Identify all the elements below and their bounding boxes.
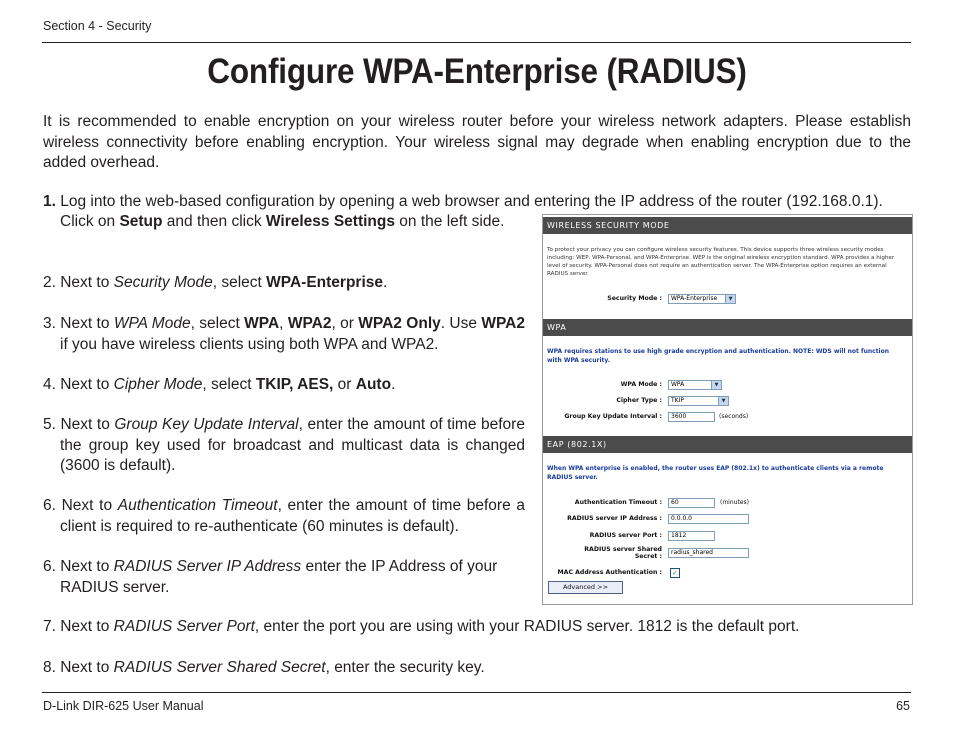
wireless-security-mode-header: WIRELESS SECURITY MODE bbox=[543, 217, 912, 234]
checkmark-icon: ✓ bbox=[672, 569, 678, 577]
header-rule bbox=[42, 42, 911, 43]
seconds-unit: (seconds) bbox=[719, 413, 749, 420]
mac-auth-checkbox[interactable] bbox=[670, 568, 680, 578]
radius-port-label: RADIUS server Port : bbox=[589, 532, 662, 539]
wpa-mode-row bbox=[543, 380, 912, 392]
wpa-header: WPA bbox=[543, 319, 912, 336]
page-number: 65 bbox=[896, 699, 910, 713]
group-key-interval-input[interactable]: 3600 bbox=[668, 412, 715, 422]
auth-timeout-label: Authentication Timeout : bbox=[574, 499, 662, 506]
wpa-mode-label: WPA Mode : bbox=[620, 381, 662, 388]
step-7: 7. Next to RADIUS Server Port, enter the port you are using with your RADIUS server. 1812 is the default port. bbox=[43, 618, 800, 635]
footer-rule bbox=[42, 692, 911, 693]
shared-secret-row bbox=[543, 548, 912, 560]
advanced-button[interactable]: Advanced >> bbox=[548, 581, 623, 594]
step-2: 2. Next to Security Mode, select WPA-Enterprise. bbox=[43, 274, 388, 291]
step-1-continued: Click on Setup and then click Wireless Settings on the left side. bbox=[60, 213, 505, 230]
shared-secret-label: RADIUS server Shared Secret : bbox=[584, 546, 662, 560]
intro-paragraph: It is recommended to enable encryption on your wireless router before your wireless network adapters. Please establish wireless connectivity before enabling encryption. Your wireless signal may degrade when enabling encryption due to the added overhead. bbox=[43, 113, 911, 171]
chevron-down-icon: ▼ bbox=[725, 295, 735, 303]
step-3: 3. Next to WPA Mode, select WPA, WPA2, or WPA2 Only. Use WPA2 if you have wireless clients using both WPA and WPA2. bbox=[43, 315, 525, 353]
security-mode-description: To protect your privacy you can configure wireless security features. This device supports three wireless security modes including: WEP, WPA-Personal, and WPA-Enterprise. WEP is the original wireless encryption standard. WPA provides a higher level of security. WPA-Personal does not require an authentication server. The WPA-Enterprise option requires an external RADIUS server. bbox=[547, 247, 895, 277]
router-settings-screenshot bbox=[542, 214, 913, 605]
group-key-interval-label: Group Key Update Interval : bbox=[564, 413, 662, 420]
group-key-interval-row bbox=[543, 412, 912, 424]
auth-timeout-input[interactable]: 60 bbox=[668, 498, 715, 508]
section-label: Section 4 - Security bbox=[43, 19, 152, 33]
step-4: 4. Next to Cipher Mode, select TKIP, AES, or Auto. bbox=[43, 376, 396, 393]
step-6-radius-ip: 6. Next to RADIUS Server IP Address enter the IP Address of your RADIUS server. bbox=[43, 558, 498, 596]
radius-ip-row bbox=[543, 514, 912, 526]
minutes-unit: (minutes) bbox=[720, 499, 749, 506]
eap-header: EAP (802.1X) bbox=[543, 436, 912, 453]
cipher-type-label: Cipher Type : bbox=[616, 397, 662, 404]
radius-ip-input[interactable]: 0.0.0.0 bbox=[668, 514, 749, 524]
page-title: Configure WPA-Enterprise (RADIUS) bbox=[207, 52, 747, 91]
step-8: 8. Next to RADIUS Server Shared Secret, enter the security key. bbox=[43, 659, 485, 676]
security-mode-select[interactable]: WPA-Enterprise ▼ bbox=[668, 294, 736, 304]
security-mode-label: Security Mode : bbox=[607, 295, 662, 302]
step-5: 5. Next to Group Key Update Interval, enter the amount of time before the group key used for broadcast and multicast data is changed (3600 is default). bbox=[43, 416, 525, 474]
wpa-mode-select[interactable]: WPA ▼ bbox=[668, 380, 722, 390]
eap-note: When WPA enterprise is enabled, the router uses EAP (802.1x) to authenticate clients via a remote RADIUS server. bbox=[547, 465, 884, 481]
mac-auth-row bbox=[543, 568, 912, 580]
chevron-down-icon: ▼ bbox=[711, 381, 721, 389]
cipher-type-select[interactable]: TKIP ▼ bbox=[668, 396, 729, 406]
shared-secret-input[interactable]: radius_shared bbox=[668, 548, 749, 558]
radius-port-row bbox=[543, 531, 912, 543]
wpa-note: WPA requires stations to use high grade encryption and authentication. NOTE: WDS will not function with WPA security. bbox=[547, 348, 890, 364]
step-6-auth-timeout: 6. Next to Authentication Timeout, enter the amount of time before a client is required to re-authenticate (60 minutes is default). bbox=[43, 497, 525, 535]
auth-timeout-row bbox=[543, 498, 912, 510]
radius-port-input[interactable]: 1812 bbox=[668, 531, 715, 541]
mac-auth-label: MAC Address Authentication : bbox=[557, 569, 662, 576]
step-1: 1. Log into the web-based configuration by opening a web browser and entering the IP address of the router (192.168.0.1). bbox=[43, 193, 883, 210]
cipher-type-row bbox=[543, 396, 912, 408]
security-mode-row bbox=[543, 294, 912, 306]
footer-manual-name: D-Link DIR-625 User Manual bbox=[43, 699, 204, 713]
chevron-down-icon: ▼ bbox=[718, 397, 728, 405]
radius-ip-label: RADIUS server IP Address : bbox=[567, 515, 662, 522]
